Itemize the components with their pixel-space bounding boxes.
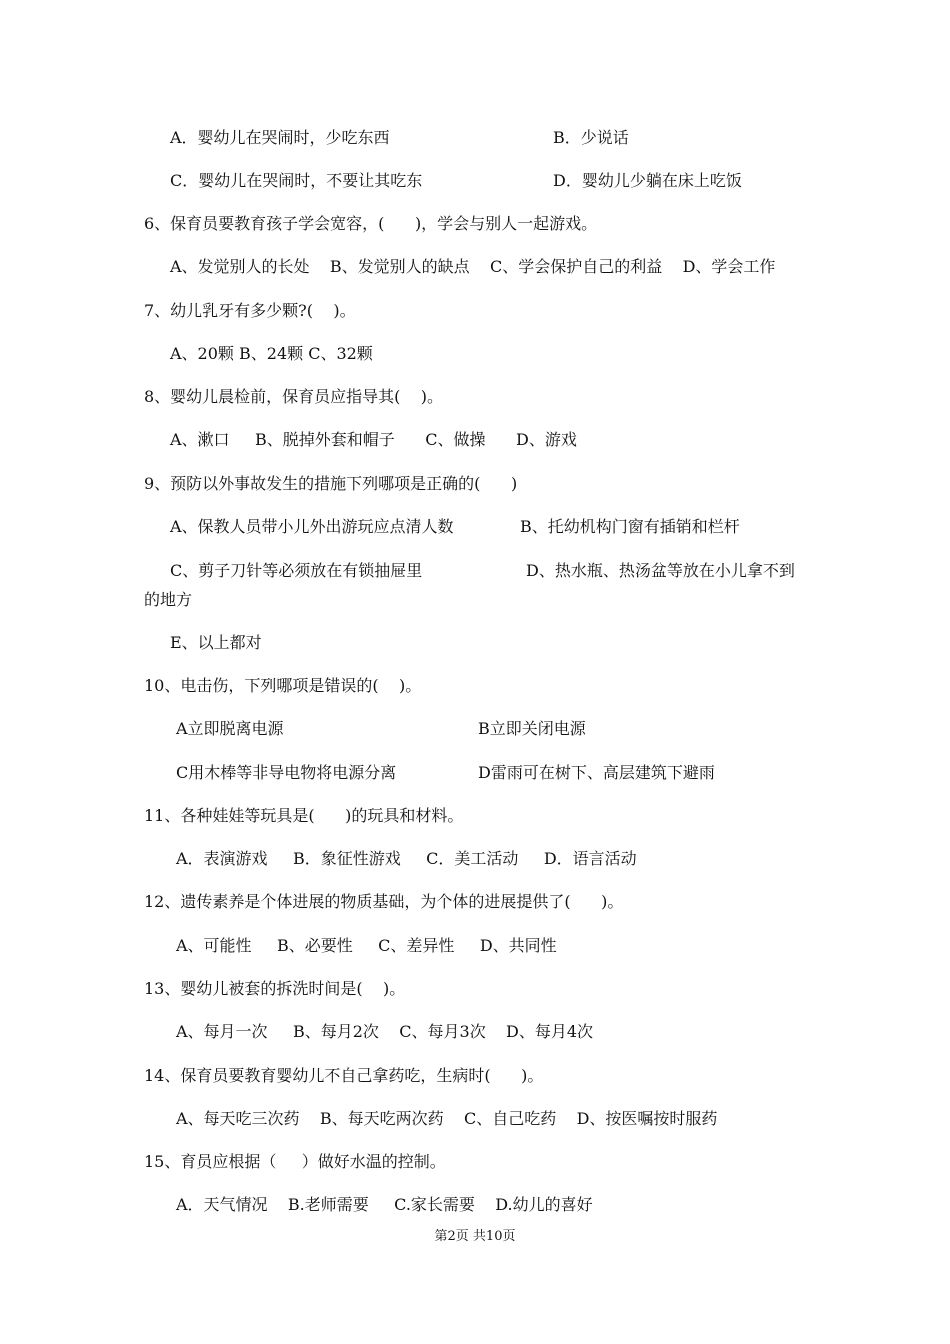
question-text: 15、育员应根据（ ）做好水温的控制。 bbox=[144, 1152, 446, 1171]
question-text: 12、遗传素养是个体进展的物质基础，为个体的进展提供了( )。 bbox=[144, 892, 624, 911]
option-text: A．天气情况 B.老师需要 C.家长需要 D.幼儿的喜好 bbox=[176, 1195, 593, 1214]
option-text: D雷雨可在树下、高层建筑下避雨 bbox=[478, 763, 715, 782]
option-text: A、每月一次 B、每月2次 C、每月3次 D、每月4次 bbox=[176, 1022, 594, 1041]
option-text: D、热水瓶、热汤盆等放在小儿拿不到 bbox=[526, 561, 795, 580]
question-text: 8、婴幼儿晨检前，保育员应指导其( )。 bbox=[144, 387, 444, 406]
option-text: C．婴幼儿在哭闹时，不要让其吃东 bbox=[170, 171, 423, 190]
question-text: 14、保育员要教育婴幼儿不自己拿药吃，生病时( )。 bbox=[144, 1066, 544, 1085]
option-text: B、托幼机构门窗有插销和栏杆 bbox=[520, 517, 740, 536]
option-text: A、保教人员带小儿外出游玩应点清人数 bbox=[170, 517, 454, 536]
option-text: E、以上都对 bbox=[170, 633, 262, 652]
option-text: C用木棒等非导电物将电源分离 bbox=[176, 763, 397, 782]
option-text: D．婴幼儿少躺在床上吃饭 bbox=[553, 171, 742, 190]
option-text: B．少说话 bbox=[553, 128, 629, 147]
question-text: 13、婴幼儿被套的拆洗时间是( )。 bbox=[144, 979, 406, 998]
question-text: 11、各种娃娃等玩具是( )的玩具和材料。 bbox=[144, 806, 464, 825]
option-text: A、每天吃三次药 B、每天吃两次药 C、自己吃药 D、按医嘱按时服药 bbox=[176, 1109, 718, 1128]
question-text: 7、幼儿乳牙有多少颗?( )。 bbox=[144, 301, 356, 320]
option-text: A．婴幼儿在哭闹时，少吃东西 bbox=[170, 128, 390, 147]
question-text: 10、电击伤，下列哪项是错误的( )。 bbox=[144, 676, 422, 695]
option-text: B立即关闭电源 bbox=[478, 719, 586, 738]
option-text: C、剪子刀针等必须放在有锁抽屉里 bbox=[170, 561, 423, 580]
option-text-continuation: 的地方 bbox=[144, 590, 193, 609]
question-text: 9、预防以外事故发生的措施下列哪项是正确的( ) bbox=[144, 474, 518, 493]
question-text: 6、保育员要教育孩子学会宽容，( )，学会与别人一起游戏。 bbox=[144, 214, 598, 233]
option-text: A、可能性 B、必要性 C、差异性 D、共同性 bbox=[176, 936, 557, 955]
page-footer: 第2页 共10页 bbox=[434, 1229, 516, 1244]
option-text: A立即脱离电源 bbox=[176, 719, 284, 738]
option-text: A、20颗 B、24颗 C、32颗 bbox=[170, 344, 373, 363]
option-text: A．表演游戏 B．象征性游戏 C．美工活动 D．语言活动 bbox=[176, 849, 637, 868]
option-text: A、发觉别人的长处 B、发觉别人的缺点 C、学会保护自己的利益 D、学会工作 bbox=[170, 257, 776, 276]
option-text: A、漱口 B、脱掉外套和帽子 C、做操 D、游戏 bbox=[170, 430, 577, 449]
